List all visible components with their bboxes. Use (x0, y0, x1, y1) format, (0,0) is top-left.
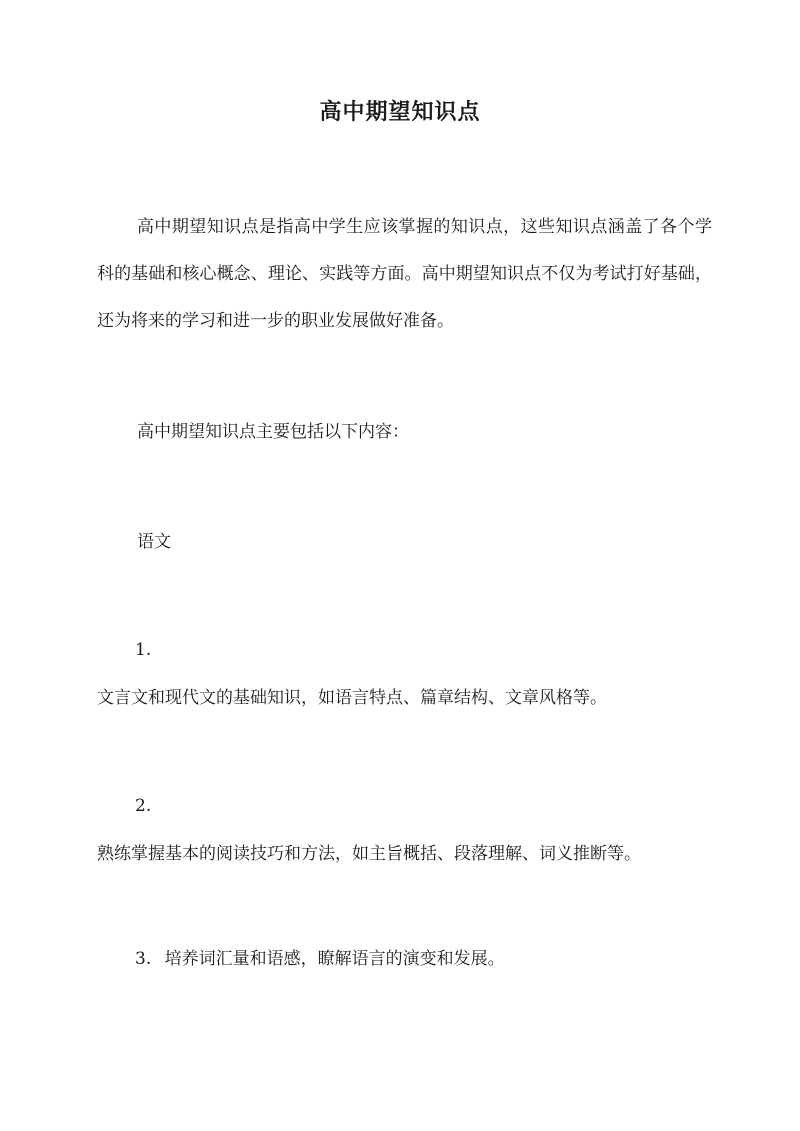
item-1-number: 1. (135, 640, 152, 660)
subject-heading: 语文 (137, 532, 171, 552)
item-3-number: 3. (135, 949, 152, 969)
item-2-number: 2. (135, 796, 152, 816)
contents-heading: 高中期望知识点主要包括以下内容： (137, 422, 409, 442)
document-title: 高中期望知识点 (319, 99, 481, 125)
item-1-text: 文言文和现代文的基础知识，如语言特点、篇章结构、文章风格等。 (97, 688, 607, 708)
item-2-text: 熟练掌握基本的阅读技巧和方法，如主旨概括、段落理解、词义推断等。 (97, 844, 641, 864)
item-3-text: 培养词汇量和语感，瞭解语言的演变和发展。 (164, 949, 505, 969)
item-3 (135, 947, 505, 971)
intro-paragraph: 高中期望知识点是指高中学生应该掌握的知识点，这些知识点涵盖了各个学科的基础和核心概念、理论、实践等方面。高中期望知识点不仅为考试打好基础，还为将来的学习和进一步的职业发展做好准备。 (97, 217, 712, 331)
